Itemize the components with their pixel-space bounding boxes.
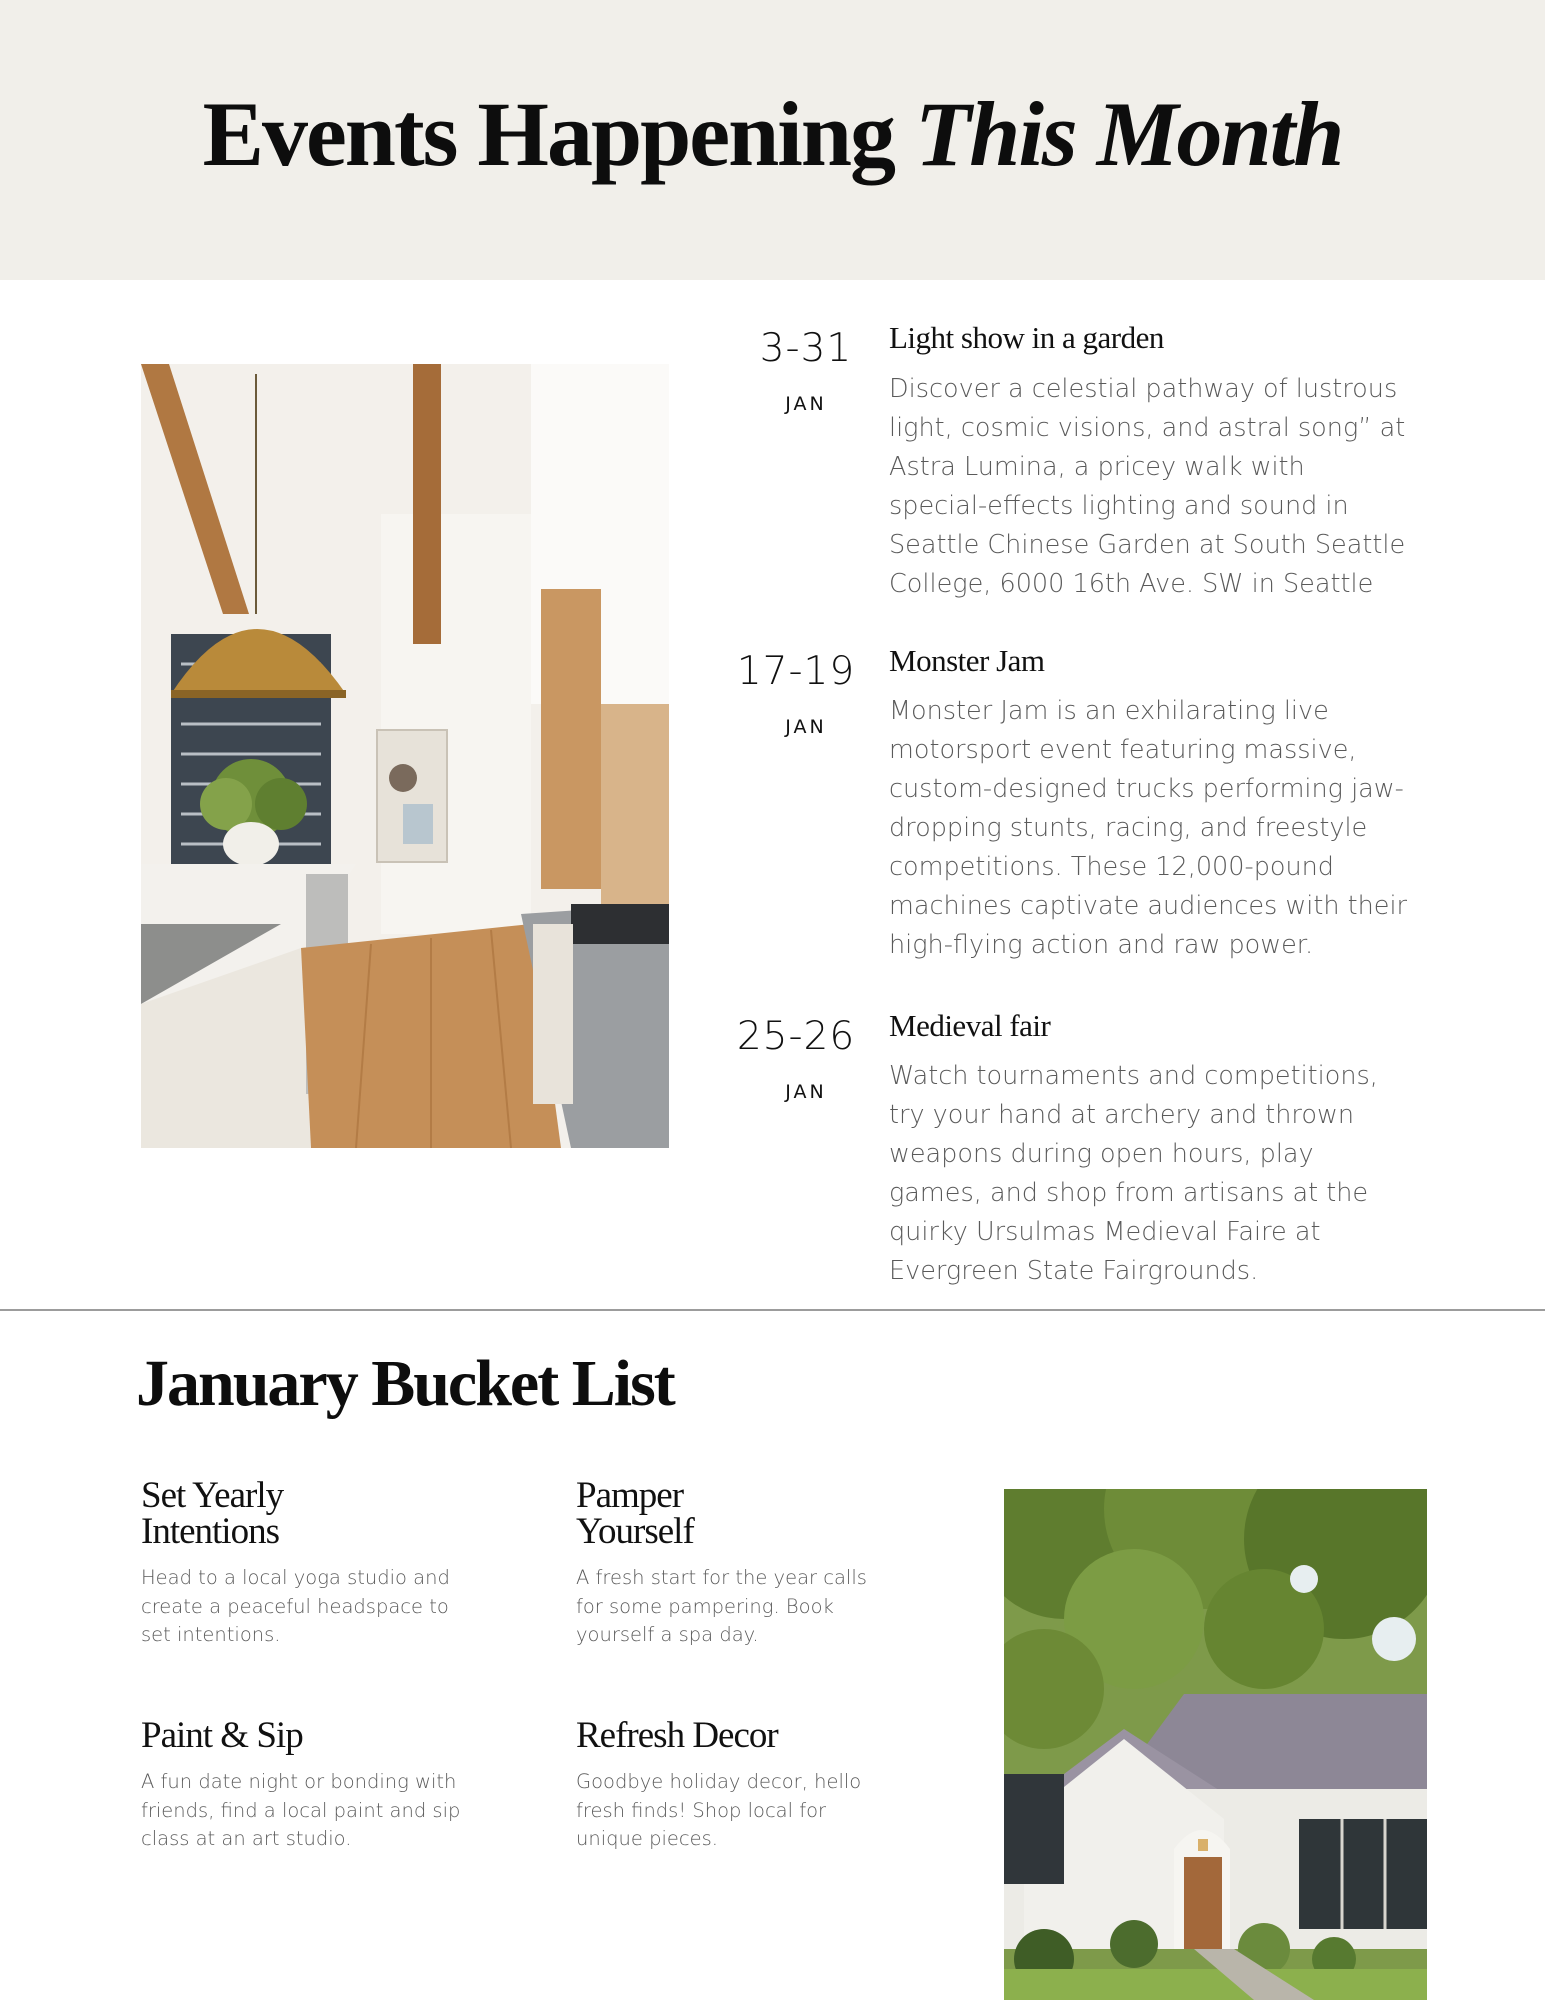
page-title-regular: Events Happening: [202, 83, 915, 185]
page-title-italic: This Month: [915, 83, 1343, 185]
event-2-description: Monster Jam is an exhilarating live motorsport event featuring massive, custom-designed trucks performing jaw-dropping stunts, racing, and freestyle competitions. These 12,000-pound machines captivate audiences with their high-flying action and raw power.: [889, 696, 1408, 960]
bucket-item-1-title-line1: Set Yearly: [141, 1475, 284, 1516]
bucket-item-4-title: [576, 1715, 896, 1756]
kitchen-photo: [141, 364, 669, 1148]
house-photo: [1004, 1489, 1427, 2000]
event-1-month: JAN: [785, 393, 827, 415]
bucket-item-1-title: [141, 1475, 461, 1552]
bucket-item-1-title-line2: Intentions: [141, 1511, 279, 1552]
bucket-item-3-description: A fun date night or bonding with friends, find a local paint and sip class at an art studio.: [141, 1770, 461, 1850]
page-title: [0, 84, 1545, 185]
bucket-item-4-description: Goodbye holiday decor, hello fresh finds! Shop local for unique pieces.: [576, 1770, 862, 1850]
bucket-item-2-title-line1: Pamper: [576, 1475, 684, 1516]
bucket-item-2-title-line2: Yourself: [576, 1511, 694, 1552]
event-3-title: Medieval fair: [889, 1008, 1051, 1043]
event-3-date-range: 25-26: [736, 1014, 856, 1059]
event-2-month: JAN: [785, 716, 827, 738]
section-divider: [0, 1309, 1545, 1311]
bucket-item-1-description: Head to a local yoga studio and create a peaceful headspace to set intentions.: [141, 1566, 450, 1646]
bucket-item-4-title-line1: Refresh Decor: [576, 1715, 778, 1756]
bucket-item-3-title: [141, 1715, 461, 1756]
event-3-description: Watch tournaments and competitions, try your hand at archery and thrown weapons during open hours, play games, and shop from artisans at the quirky Ursulmas Medieval Faire at Evergreen State Fairgrounds.: [889, 1061, 1378, 1286]
bucket-item-2-description: A fresh start for the year calls for some pampering. Book yourself a spa day.: [576, 1566, 867, 1646]
event-1-title: Light show in a garden: [889, 320, 1164, 355]
bucket-item-3-title-line1: Paint & Sip: [141, 1715, 303, 1756]
event-3-month: JAN: [785, 1081, 827, 1103]
event-1-description: Discover a celestial pathway of lustrous light, cosmic visions, and astral song” at Astra Lumina, a pricey walk with special-effects lighting and sound in Seattle Chinese Garden at South Seattle College, 6000 16th Ave. SW in Seattle: [889, 374, 1406, 599]
bucket-list-title: January Bucket List: [136, 1347, 674, 1420]
bucket-item-2-title: [576, 1475, 896, 1552]
event-1-date-range: 3-31: [759, 326, 853, 371]
event-2-date-range: 17-19: [736, 649, 856, 694]
event-2-title: Monster Jam: [889, 643, 1045, 678]
